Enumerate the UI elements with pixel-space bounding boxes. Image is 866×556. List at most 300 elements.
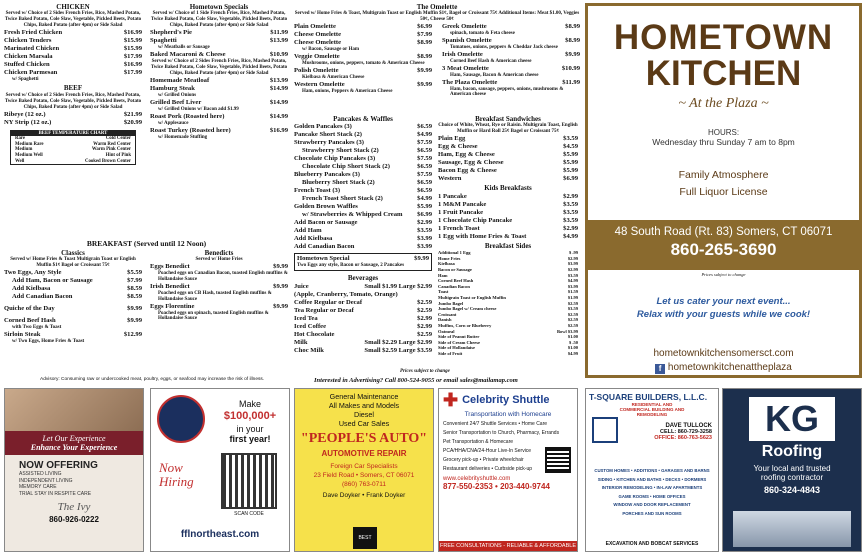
menu-item-price: $21.99 <box>123 110 142 118</box>
menu-item-price: $9.99 <box>127 305 142 313</box>
menu-item-name: Marinated Chicken <box>4 45 60 53</box>
side-price: $ .99 <box>569 250 578 256</box>
menu-item-name: Grilled Beef Liver <box>150 99 202 106</box>
menu-item-name: Corned Beef Hash <box>4 317 56 325</box>
menu-item <box>150 51 288 59</box>
kg-phone: 860-324-4843 <box>763 485 821 495</box>
milk-label: Milk <box>294 338 308 346</box>
menu-item-price: $2.59 <box>417 330 432 338</box>
website-link[interactable]: hometownkitchensomersct.com <box>653 348 794 359</box>
menu-item <box>294 219 432 227</box>
menu-item <box>438 159 578 167</box>
side-name: Side of Peanut Butter <box>438 334 480 340</box>
menu-item-price: $6.99 <box>563 175 578 183</box>
menu-item <box>438 151 578 159</box>
column-specials <box>150 2 288 140</box>
menu-item-price: $6.59 <box>417 163 432 171</box>
menu-item-price: $15.99 <box>123 45 142 53</box>
menu-item-name: Spanish Omelette <box>442 37 492 45</box>
menu-item <box>4 119 142 127</box>
fnl-qr-icon <box>221 453 277 509</box>
menu-item-name: 1 Egg with Home Fries & Toast <box>438 232 527 240</box>
ivy-list-item: MEMORY CARE <box>19 484 57 490</box>
ivy-list-item: INDEPENDENT LIVING <box>19 477 73 484</box>
ivy-list-item: TRIAL STAY IN RESPITE CARE <box>19 490 92 497</box>
ad-ivy[interactable] <box>4 388 144 552</box>
specials-note-1: Served w/ Choice of 1 Side French Fries, Rice, Mashed Potato, Twice Baked Potato, Cole Slaw, Vegetable, Pickled Beets, Potato Chips, Baked Potato (after 4pm) or Side Salad <box>150 11 288 29</box>
ts-line: SIDING • KITCHEN AND BATHS • DECKS • DORMERS <box>597 476 707 482</box>
menu-item-name: Ribeye (12 oz.) <box>4 110 46 118</box>
menu-item <box>294 323 432 331</box>
cs-free: FREE CONSULTATIONS - RELIABLE & AFFORDABLE <box>439 543 576 549</box>
menu-item-price: $8.99 <box>417 53 432 61</box>
menu-item-name: Cheese Omelette <box>294 31 342 39</box>
ivy-list-item: ASSISTED LIVING <box>19 471 62 477</box>
hours-text: Wednesday thru Sunday 7 am to 8pm <box>652 137 795 147</box>
menu-item <box>4 317 142 325</box>
menu-item-name: Hamburg Steak <box>150 85 195 93</box>
kg-logo: KG <box>765 398 819 439</box>
sides-title: Breakfast Sides <box>484 241 532 250</box>
menu-item-name: Fresh Fried Chicken <box>4 29 63 37</box>
menu-item-name: Add Ham, Bacon or Sausage <box>12 277 93 285</box>
menu-item-desc: w/ Bacon, Sausage or Ham <box>302 47 359 53</box>
menu-item-price: $14.99 <box>269 85 288 93</box>
pa-t4: Used Car Sales <box>338 419 390 428</box>
menu-item <box>438 175 578 183</box>
column-omelette <box>294 2 580 98</box>
cs-qr-icon <box>545 447 571 473</box>
menu-item <box>294 211 432 219</box>
side-price: $4.99 <box>567 350 578 356</box>
menu-item <box>442 65 580 73</box>
menu-item-price: $20.99 <box>123 118 142 126</box>
ivy-line-1: Let Our Experience <box>42 434 106 443</box>
side-price: Bowl $3.99 <box>556 328 578 334</box>
menu-item-price: $4.99 <box>563 232 578 240</box>
ts-line: CUSTOM HOMES • ADDITIONS • GARAGES AND BARNS <box>594 468 710 473</box>
side-price: $2.59 <box>567 322 578 328</box>
kg-logo-box <box>749 397 835 441</box>
fnl-line-1: Make <box>238 399 261 409</box>
menu-item-desc: Ham, bacon, sausage, peppers, onions, mushrooms & American cheese <box>450 86 564 98</box>
cs-line: Convenient 24/7 Shuttle Services • Home Care <box>443 421 548 427</box>
menu-item-name: Coffee Regular or Decaf <box>294 298 363 306</box>
side-price: $2.59 <box>567 300 578 306</box>
beef-list <box>4 111 142 127</box>
menu-item-price: $2.99 <box>563 192 578 200</box>
menu-item <box>294 227 432 235</box>
menu-item-price: $4.59 <box>563 143 578 151</box>
chicken-title: CHICKEN <box>56 3 90 11</box>
menu-item-name: Add Kielbasa <box>12 285 51 293</box>
side-price: $2.59 <box>567 311 578 317</box>
menu-item <box>4 269 142 277</box>
menu-item-name: 1 M&M Pancake <box>438 200 487 208</box>
chart-desc: Cooked Brown Center <box>84 158 131 164</box>
menu-item <box>294 53 432 61</box>
pa-t3: Diesel <box>354 410 374 419</box>
menu-item <box>4 331 142 339</box>
side-name: Bacon or Sausage <box>438 267 472 272</box>
menu-item-desc: Mushrooms, onions, peppers, tomato & American Cheese <box>302 61 425 67</box>
hometown-special-box <box>294 253 432 271</box>
menu-item-name: Golden Pancakes (3) <box>294 123 352 131</box>
juice-label: Juice <box>294 282 309 290</box>
menu-item <box>438 143 578 151</box>
ts-sub: RESIDENTIAL AND COMMERCIAL BUILDING AND REMODELING <box>619 402 685 417</box>
choc-sizes: Small $2.59 Large $3.59 <box>364 346 432 354</box>
menu-item-name: Stuffed Chicken <box>4 61 50 69</box>
menu-item <box>294 171 432 179</box>
menu-item-price: $7.59 <box>417 139 432 147</box>
menu-item <box>4 45 142 53</box>
menu-item <box>294 299 432 307</box>
beef-temp-chart <box>10 130 136 166</box>
brand-tagline: ~ At the Plaza ~ <box>678 96 769 111</box>
menu-item <box>438 217 578 225</box>
side-price: $2.99 <box>567 267 578 272</box>
menu-item-name: Cheese Omelette <box>294 39 342 47</box>
facebook-icon: f <box>655 364 665 374</box>
menu-item-name: Spaghetti <box>150 37 177 45</box>
menu-item-name: Roast Turkey (Roasted here) <box>150 126 231 134</box>
facebook-handle: hometownkitchenattheplaza <box>667 362 792 373</box>
menu-item-name: Irish Benedict <box>150 283 190 290</box>
cs-line: PCA/HHA/CNA/24-Hour Live-In Service <box>443 448 532 454</box>
menu-item <box>438 193 578 201</box>
menu-item-price: $10.99 <box>561 64 580 72</box>
side-price: $1.99 <box>567 294 578 300</box>
menu-item <box>294 315 432 323</box>
menu-item-name: NY Strip (12 oz.) <box>4 118 52 126</box>
menu-item-name: Eggs Benedict <box>150 263 190 271</box>
cs-phone: 877-550-2353 • 203-440-9744 <box>443 482 550 491</box>
menu-item-price: $17.99 <box>123 53 142 61</box>
chart-desc: Hint of Pink <box>105 152 131 158</box>
side-price: $2.99 <box>567 255 578 261</box>
menu-item-price: $12.99 <box>123 331 142 339</box>
menu-item <box>150 127 288 135</box>
menu-item-name: Sirloin Steak <box>4 331 41 339</box>
brand-name-2: KITCHEN <box>645 54 802 93</box>
menu-item <box>4 53 142 61</box>
ts-bottom: EXCAVATION AND BOBCAT SERVICES <box>605 541 699 547</box>
kg-truck-photo <box>733 511 851 547</box>
chicken-list <box>4 29 142 77</box>
ts-line: GAME ROOMS • HOME OFFICES <box>618 493 686 499</box>
chart-temp: Rare <box>15 136 26 142</box>
menu-item-price: $4.99 <box>417 131 432 139</box>
menu-item-name: Iced Coffee <box>294 322 327 330</box>
menu-item-price: $8.99 <box>417 39 432 47</box>
side-name: Side of Cream Cheese <box>438 339 481 345</box>
pa-sub: AUTOMOTIVE REPAIR <box>321 449 407 458</box>
breakfast-section <box>4 238 289 247</box>
menu-item-name: Egg & Cheese <box>438 143 478 151</box>
menu-item-price: $13.99 <box>269 77 288 85</box>
menu-item-price: $8.99 <box>565 23 580 31</box>
menu-item-price: $6.59 <box>417 187 432 195</box>
menu-item-name: Chocolate Chip Pancakes (3) <box>294 155 376 163</box>
menu-item-name: Western <box>438 175 462 183</box>
menu-item-price: $8.59 <box>127 293 142 301</box>
ts-line: PORCHES AND SUN ROOMS <box>622 510 682 516</box>
menu-item-name: Chocolate Chip Short Stack (2) <box>302 163 390 171</box>
menu-item-desc: Kielbasa & American Cheese <box>302 75 365 80</box>
chart-desc: Warm Red Center <box>93 141 131 147</box>
menu-item <box>150 77 288 85</box>
menu-item-price: $13.99 <box>269 37 288 45</box>
hours-title: HOURS: <box>707 128 740 137</box>
prices-note: Prices subject to change <box>400 369 450 374</box>
menu-item-name: 1 French Toast <box>438 224 480 232</box>
menu-item-price: $7.99 <box>417 31 432 39</box>
menu-item-price: $9.99 <box>417 80 432 88</box>
fnl-web: fflnortheast.com <box>180 529 260 540</box>
menu-item <box>294 163 432 171</box>
side-name: Oatmeal <box>438 328 455 334</box>
menu-item-price: $7.59 <box>417 155 432 163</box>
menu-item-price: $8.99 <box>565 37 580 45</box>
beef-note: Served w/ Choice of 2 Sides French Fries, Rice, Mashed Potato, Twice Baked Potato, Cole Slaw, Vegetable, Pickled Beets, Potato Chips, Baked Potato (after 4pm) or Side Salad <box>4 92 142 110</box>
menu-item-price: $8.59 <box>127 285 142 293</box>
address-text: 48 South Road (Rt. 83) Somers, CT 06071 <box>614 226 833 238</box>
menu-item-name: Shepherd's Pie <box>150 29 192 37</box>
ad-kg-roofing[interactable] <box>722 388 862 552</box>
menu-item-name: Blueberry Pancakes (3) <box>294 171 360 179</box>
ad-tsquare[interactable] <box>585 388 719 552</box>
menu-item-name: Blueberry Short Stack (2) <box>302 179 375 187</box>
breakfast-title: BREAKFAST (Served until 12 Noon) <box>86 239 207 248</box>
ivy-name: The Ivy <box>57 501 91 513</box>
menu-item <box>4 277 142 285</box>
menu-item-price: $9.99 <box>273 283 288 290</box>
ivy-line-2: Enhance Your Experience <box>30 443 118 452</box>
red-cross-icon: ✚ <box>443 390 459 410</box>
menu-item <box>442 37 580 45</box>
side-price: $1.00 <box>567 345 578 351</box>
side-name: Corned Beef Hash <box>438 278 474 284</box>
menu-item-price: $5.59 <box>127 269 142 277</box>
menu-item <box>442 79 580 87</box>
menu-item <box>294 243 432 251</box>
side-name: Side of Hollandaise <box>438 345 476 351</box>
menu-item-price: $14.99 <box>269 112 288 120</box>
side-name: Croissant <box>438 311 457 317</box>
menu-item-name: Eggs Florentine <box>150 302 195 310</box>
classics-title: Classics <box>61 249 85 257</box>
menu-item-name: The Plaza Omelette <box>442 78 498 86</box>
menu-item-name: Baked Macaroni & Cheese <box>150 51 226 59</box>
ivy-banner <box>5 431 143 455</box>
side-price: $1.00 <box>567 334 578 340</box>
omelette-title: The Omelette <box>416 3 458 11</box>
classics-note: Served w/ Home Fries & Toast Multigrain Toast or English Muffin $1¢ Bagel or Croissant 75¢ <box>10 257 136 269</box>
menu-item-price: $2.59 <box>417 306 432 314</box>
beef-title: BEEF <box>63 84 83 93</box>
side-price: $4.99 <box>567 278 578 284</box>
menu-item-price: $2.59 <box>417 298 432 306</box>
phone-text: 860-265-3690 <box>670 240 777 259</box>
menu-item <box>150 263 288 271</box>
menu-item-price: $16.99 <box>123 29 142 37</box>
cater-line-1: Let us cater your next event... <box>656 296 791 307</box>
menu-item-name: Quiche of the Day <box>4 305 55 313</box>
menu-item <box>294 23 432 31</box>
ts-line: WINDOW AND DOOR REPLACEMENT <box>613 502 691 507</box>
menu-item <box>150 29 288 37</box>
side-price: $3.99 <box>567 283 578 289</box>
parm-sub: w/ Spaghetti <box>12 77 39 83</box>
menu-item <box>294 331 432 339</box>
menu-item <box>4 111 142 119</box>
menu-item-name: Chicken Tenders <box>4 37 52 45</box>
menu-item-name: Strawberry Short Stack (2) <box>302 147 379 155</box>
menu-item <box>294 67 432 75</box>
beverages-title: Beverages <box>347 274 379 283</box>
menu-item <box>294 39 432 47</box>
menu-item-price: $9.99 <box>273 302 288 310</box>
menu-item-name: Irish Omelette <box>442 51 483 58</box>
ad-fnl[interactable] <box>150 388 290 552</box>
chicken-note: Served w/ Choice of 2 Sides French Fries, Rice, Mashed Potato, Twice Baked Potato, Cole Slaw, Vegetable, Pickled Beets, Potato Chips, Baked Potato (after 4pm) or Side Salad <box>4 11 142 29</box>
cs-line: Grocery pick-up • Private wheelchair <box>443 457 524 463</box>
pa-best-badge: BEST <box>353 527 377 549</box>
side-price: $1.59 <box>567 289 578 295</box>
menu-item <box>294 307 432 315</box>
cs-web: www.celebrityshuttle.com <box>443 476 511 482</box>
juice-desc: (Apple, Cranberry, Tomato, Orange) <box>294 290 398 298</box>
menu-item <box>438 167 578 175</box>
feature-family: Family Atmosphere <box>678 169 769 181</box>
menu-item <box>150 113 288 121</box>
chart-temp: Medium Well <box>15 152 43 158</box>
menu-item <box>294 147 432 155</box>
menu-item <box>294 195 432 203</box>
cs-name: Celebrity Shuttle <box>462 394 550 406</box>
menu-item-name: Golden Brown Waffles <box>294 203 358 211</box>
chart-temp: Well <box>15 158 25 164</box>
menu-item <box>294 187 432 195</box>
menu-item <box>438 233 578 241</box>
advisory-text: Advisory: Consuming raw or undercooked meat, poultry, eggs, or seafood may increase the risk of illness. <box>40 377 265 382</box>
menu-item <box>4 29 142 37</box>
menu-item-desc: w/ Grilled Onions w/ Bacon add $1.99 <box>158 107 239 112</box>
ivy-photo <box>5 389 143 431</box>
fnl-line-4: first year! <box>229 434 271 444</box>
sandwiches-note: Choice of White, Wheat, Rye or Raisin. Multigrain Toast, English Muffin or Hard Roll 25¢ Bagel or Croissant 75¢ <box>438 123 578 135</box>
brand-panel <box>585 3 862 378</box>
menu-item-name: Strawberry Pancakes (3) <box>294 139 364 147</box>
menu-item-name: Greek Omelette <box>442 23 487 31</box>
ivy-phone: 860-926-0222 <box>49 515 99 524</box>
specials-note-2: Served w/ Choice of 2 Sides French Fries, Rice, Mashed Potato, Twice Baked Potato, Cole Slaw, Vegetable, Pickled Beets, Potato Chips, Baked Potato (after 4pm) or Side Salad <box>150 59 288 77</box>
menu-item-price: $2.99 <box>417 219 432 227</box>
side-name: Canadian Bacon <box>438 283 470 289</box>
menu-item-price: $5.99 <box>563 151 578 159</box>
menu-item-price: $3.59 <box>563 135 578 143</box>
menu-item-name: Two Eggs, Any Style <box>4 269 62 277</box>
column-sandwiches <box>438 114 578 357</box>
menu-item-price: $3.59 <box>563 208 578 216</box>
menu-item-desc: Poached eggs on CB Hash, toasted English muffins & Hollandaise Sauce <box>158 291 272 302</box>
menu-item-name: Tea Regular or Decaf <box>294 306 354 314</box>
kg-name: Roofing <box>761 443 823 460</box>
ts-cell: CELL: 860-729-3258 <box>660 429 712 435</box>
pa-owners: Dave Doyker • Frank Doyker <box>322 492 406 499</box>
menu-item-name: Polish Omelette <box>294 67 339 74</box>
ad-peoples-auto[interactable] <box>294 388 434 552</box>
pa-logo: "PEOPLE'S AUTO" <box>300 431 428 446</box>
side-name: Home Fries <box>438 255 461 261</box>
fnl-scan: SCAN CODE <box>234 511 264 517</box>
menu-item <box>150 303 288 311</box>
menu-item <box>294 31 432 39</box>
menu-item-price: $16.99 <box>123 61 142 69</box>
menu-item-name: 1 Chocolate Chip Pancake <box>438 216 513 224</box>
menu-item <box>4 69 142 77</box>
menu-item-name: Homemade Meatloaf <box>150 77 210 85</box>
kg-line-1: Your local and trusted <box>753 464 831 473</box>
benedicts-title: Benedicts <box>204 249 234 257</box>
milk-sizes: Small $2.29 Large $2.99 <box>364 338 432 346</box>
menu-item-name: Plain Omelette <box>294 23 336 31</box>
menu-item-name: Plain Egg <box>438 135 466 143</box>
facebook-row[interactable] <box>588 362 859 374</box>
menu-item-name: 1 Pancake <box>438 192 467 200</box>
menu-item-desc: Ham, Sausage, Bacon & American cheese <box>450 72 539 78</box>
side-name: Multigrain Toast or English Muffin <box>438 294 506 300</box>
ts-logo-icon <box>592 417 618 443</box>
pa-l1: Foreign Car Specialists <box>330 463 398 470</box>
menu-item-name: Add Canadian Bacon <box>294 243 355 251</box>
menu-item-price: $6.59 <box>417 179 432 187</box>
pa-phone: (860) 763-0711 <box>342 481 386 488</box>
menu-item-name: Sausage, Egg & Cheese <box>438 159 504 167</box>
menu-item-name: Chicken Parmesan <box>4 69 58 77</box>
address-band <box>588 220 859 270</box>
menu-item <box>294 81 432 89</box>
menu-item-price: $3.99 <box>417 243 432 251</box>
menu-item-desc: w/ Grilled Onions <box>158 93 197 99</box>
menu-item-desc: with Two Eggs & Toast <box>12 325 62 331</box>
menu-item-name: 1 Fruit Pancake <box>438 208 484 216</box>
menu-item-desc: spinach, tomato & Feta cheese <box>450 31 515 37</box>
brand-name-1: HOMETOWN <box>613 18 834 57</box>
pancakes-title: Pancakes & Waffles <box>333 115 393 123</box>
pa-t2: All Makes and Models <box>328 401 400 410</box>
ts-who: DAVE TULLOCK <box>665 423 712 429</box>
menu-item-desc: Poached eggs on Canadian Bacon, toasted English muffins & Hollandaise Sauce <box>158 271 288 283</box>
pa-t1: General Maintenance <box>329 392 399 401</box>
side-name: Jumbo Bagel w/ Cream cheese <box>438 306 497 312</box>
menu-item <box>438 135 578 143</box>
fnl-line-2: $100,000+ <box>223 410 277 422</box>
menu-item <box>4 305 142 313</box>
menu-item <box>294 131 432 139</box>
ad-celebrity-shuttle[interactable] <box>438 388 578 552</box>
side-price: $ .50 <box>569 339 578 345</box>
menu-item-name: w/ Strawberries & Whipped Cream <box>302 211 403 219</box>
chart-temp: Medium Rare <box>15 141 44 147</box>
cs-line: Senior Transportation to Church, Pharmacy, Errands <box>443 430 560 436</box>
side-price: $2.59 <box>567 317 578 323</box>
menu-item-price: $15.99 <box>123 37 142 45</box>
menu-item-price: $7.99 <box>127 277 142 285</box>
cater-line-2: Relax with your guests while we cook! <box>636 309 811 320</box>
menu-item <box>294 203 432 211</box>
